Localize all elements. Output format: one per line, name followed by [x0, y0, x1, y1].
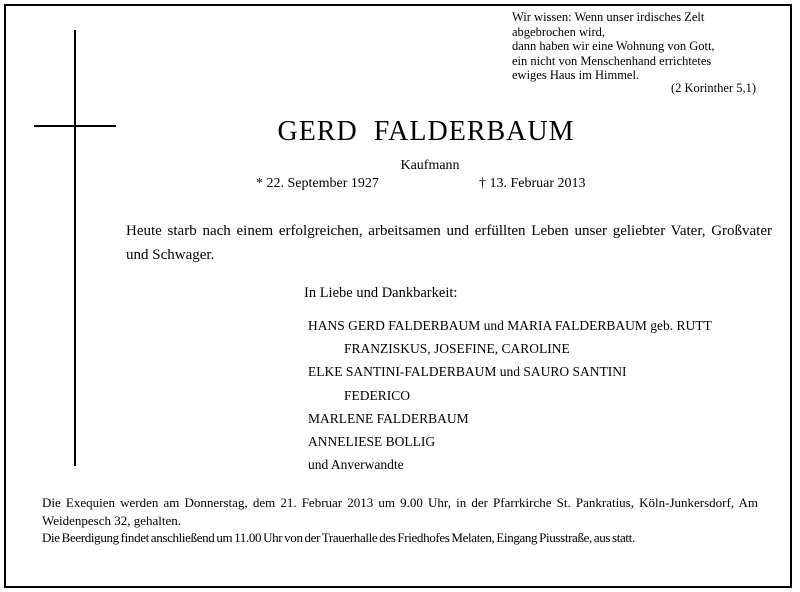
notice-message: Heute starb nach einem erfolgreichen, arbeitsamen und erfüllten Leben unser geliebter Vater, Großvater und Schwager. — [126, 223, 772, 263]
signer-line: ELKE SANTINI-FALDERBAUM und SAURO SANTINI — [308, 364, 627, 380]
burial-info: Die Beerdigung findet anschließend um 11.00 Uhr von der Trauerhalle des Friedhofes Melaten, Eingang Piusstraße, aus statt. — [42, 530, 635, 545]
verse-line: Wir wissen: Wenn unser irdisches Zelt — [512, 10, 705, 24]
funeral-details — [42, 494, 758, 547]
verse-line: ein nicht von Menschenhand errichtetes — [512, 53, 712, 68]
deceased-profession: Kaufmann — [400, 158, 460, 173]
signer-line: HANS GERD FALDERBAUM und MARIA FALDERBAUM geb. RUTT — [308, 318, 712, 333]
signer-line: ANNELIESE BOLLIG — [308, 434, 436, 450]
signer-line: FRANZISKUS, JOSEFINE, CAROLINE — [344, 341, 570, 357]
verse-line: dann haben wir eine Wohnung von Gott, — [512, 39, 715, 53]
signer-line: MARLENE FALDERBAUM — [308, 410, 469, 426]
signer-line: und Anverwandte — [308, 457, 404, 473]
deceased-name: GERD FALDERBAUM — [277, 116, 575, 147]
verse-reference: (2 Korinther 5,1) — [670, 81, 756, 95]
signer-line: FEDERICO — [344, 387, 411, 403]
signers-list — [308, 314, 712, 476]
verse-line: abgebrochen wird, — [512, 24, 606, 39]
bible-verse — [512, 10, 768, 83]
cross-icon — [74, 30, 76, 466]
thanks-heading: In Liebe und Dankbarkeit: — [304, 285, 458, 301]
verse-line: ewiges Haus im Himmel. — [512, 68, 640, 82]
death-date: † 13. Februar 2013 — [479, 176, 586, 191]
exequien-info: Die Exequien werden am Donnerstag, dem 21. Februar 2013 um 9.00 Uhr, in der Pfarrkirche St. Pankratius, Köln-Junkersdorf, Am Weidenpesch 32, gehalten. — [42, 495, 758, 528]
birth-date: * 22. September 1927 — [256, 176, 379, 191]
